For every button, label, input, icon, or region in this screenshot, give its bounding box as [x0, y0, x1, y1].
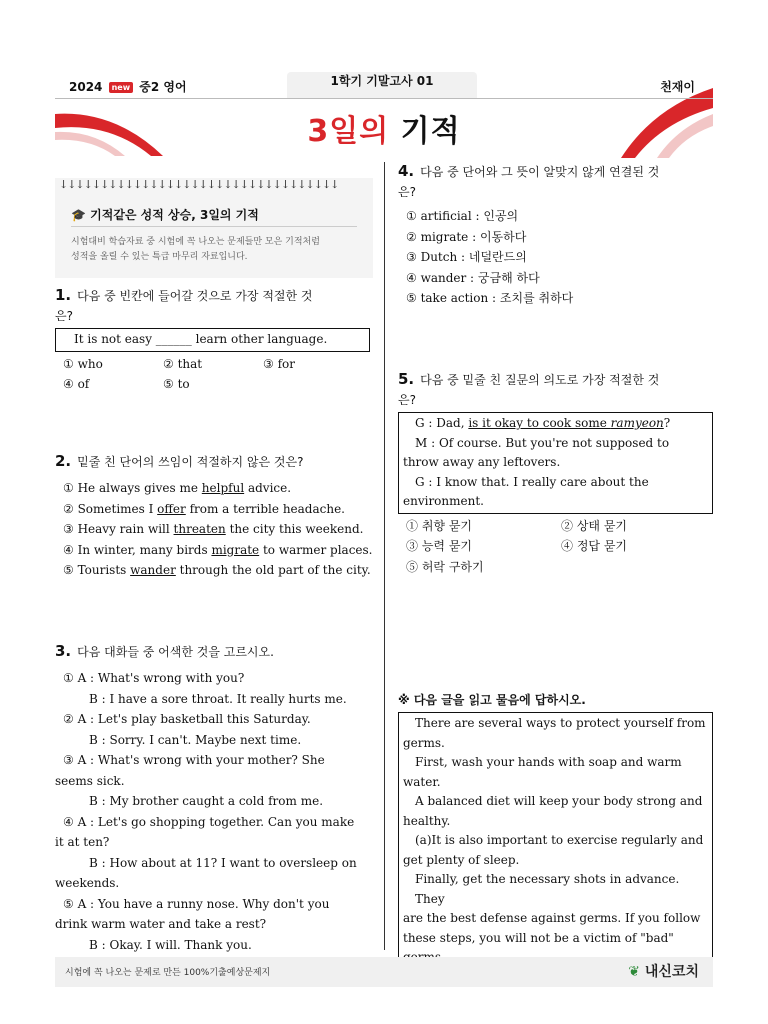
promo-desc-line: 성적을 올릴 수 있는 특급 마무리 자료입니다. — [71, 252, 248, 262]
page-header — [55, 68, 713, 158]
dialogue-line: B : Okay. I will. Thank you. — [89, 937, 252, 952]
passage-line: There are several ways to protect yourself from — [415, 716, 706, 730]
option[interactable]: ⑤ take action : 조치를 취하다 — [406, 291, 574, 305]
underlined-word: helpful — [201, 481, 245, 495]
option[interactable]: ④ 정답 묻기 — [561, 539, 627, 553]
brand-logo — [628, 961, 699, 981]
question-number: 1. — [55, 286, 72, 304]
option[interactable]: ① A : What's wrong with you? — [63, 671, 245, 685]
dialogue-line: G : I know that. I really care about the — [415, 474, 649, 489]
promo-title — [71, 206, 259, 223]
option[interactable]: ① artificial : 인공의 — [406, 209, 519, 223]
option[interactable]: ② migrate : 이동하다 — [406, 229, 527, 244]
dialogue-line: B : My brother caught a cold from me. — [89, 794, 324, 808]
reading-instruction: ※ 다음 글을 읽고 물음에 답하시오. — [398, 693, 586, 707]
option[interactable]: ② Sometimes I offer from a terrible headache. — [63, 501, 345, 516]
question-2 — [55, 452, 375, 581]
dialogue-line: weekends. — [55, 876, 120, 890]
dialogue-line: environment. — [403, 494, 484, 508]
underlined-word: offer — [157, 501, 186, 516]
option[interactable]: ③ Heavy rain will threaten the city this weekend. — [63, 522, 364, 536]
dialogue-line: seems sick. — [55, 773, 125, 788]
question-1 — [55, 286, 370, 395]
dialogue-line: B : How about at 11? I want to oversleep on — [89, 855, 357, 870]
option[interactable]: ④ of — [63, 377, 90, 391]
option[interactable]: ⑤ Tourists wander through the old part of the city. — [63, 563, 371, 577]
question-3-prompt — [55, 642, 373, 662]
option[interactable]: ③ 능력 묻기 — [406, 539, 472, 553]
prompt-line: 밑줄 친 단어의 쓰임이 적절하지 않은 것은? — [77, 455, 304, 469]
graduation-cap-icon: 🎓 — [71, 208, 86, 222]
promo-desc-line: 시험대비 학습자료 중 시험에 꼭 나오는 문제들만 모은 기적처럼 — [71, 237, 320, 247]
passage-line: germs. — [403, 735, 445, 750]
reading-passage-section — [398, 690, 713, 970]
option[interactable]: ④ wander : 궁금해 하다 — [406, 270, 540, 285]
reading-passage-box — [398, 712, 713, 970]
option[interactable]: ⑤ A : You have a runny nose. Why don't you — [63, 896, 330, 911]
question-2-options — [55, 478, 375, 581]
question-4-prompt — [398, 162, 713, 182]
passage-line: A balanced diet will keep your body strong and — [415, 794, 703, 808]
question-1-options — [55, 354, 370, 395]
option[interactable]: ① who — [63, 356, 103, 371]
exam-tab: 1학기 기말고사 01 — [287, 72, 477, 98]
option[interactable]: ② 상태 묻기 — [561, 518, 627, 533]
option[interactable]: ④ In winter, many birds migrate to warmer places. — [63, 542, 373, 557]
question-2-prompt — [55, 452, 375, 472]
option[interactable]: ② that — [163, 356, 203, 371]
dialogue-line: throw away any leftovers. — [403, 455, 561, 469]
new-badge: new — [109, 82, 134, 93]
underlined-word: threaten — [173, 522, 226, 536]
question-5-prompt — [398, 370, 713, 390]
option[interactable]: ② A : Let's play basketball this Saturday. — [63, 712, 311, 726]
option[interactable]: ① 취향 묻기 — [406, 518, 472, 533]
question-4 — [398, 162, 713, 309]
question-5-options — [398, 516, 713, 578]
option[interactable]: ① He always gives me helpful advice. — [63, 481, 292, 495]
question-number: 4. — [398, 162, 415, 180]
prompt-line: 다음 중 빈칸에 들어갈 것으로 가장 적절한 것 — [77, 289, 313, 303]
page-footer — [55, 957, 713, 987]
grade-subject-label — [69, 78, 187, 95]
question-number: 3. — [55, 642, 72, 660]
publisher-label: 천재이 — [660, 80, 695, 94]
option[interactable]: ⑤ to — [163, 377, 190, 391]
question-1-prompt — [55, 286, 370, 306]
passage-line-underlined-it: (a)It is also important to exercise regularly and — [415, 833, 704, 847]
question-3-options — [55, 668, 373, 955]
dialogue-line: B : I have a sore throat. It really hurts me. — [89, 691, 347, 706]
question-5-dialogue-box — [398, 412, 713, 514]
brand-logo-text: 내신코치 — [644, 964, 699, 980]
option[interactable]: ③ for — [263, 356, 295, 371]
spiral-rings-decoration: ↓↓↓↓↓↓↓↓↓↓↓↓↓↓↓↓↓↓↓↓↓↓↓↓↓↓↓↓↓↓↓↓↓↓ — [59, 178, 339, 191]
prompt-line: 다음 중 밑줄 친 질문의 의도로 가장 적절한 것 — [420, 373, 660, 387]
dialogue-line: M : Of course. But you're not supposed to — [415, 435, 670, 450]
passage-line: First, wash your hands with soap and warm — [415, 755, 682, 769]
page-title — [55, 106, 713, 150]
title-red-part: 3일의 — [307, 114, 390, 149]
title-black-part: 기적 — [389, 114, 461, 149]
option[interactable]: ③ Dutch : 네덜란드의 — [406, 250, 527, 264]
column-divider — [384, 162, 385, 950]
prompt-line: 은? — [55, 309, 73, 323]
passage-line: get plenty of sleep. — [403, 852, 520, 867]
question-number: 2. — [55, 452, 72, 470]
promo-rule — [71, 226, 357, 227]
passage-line: water. — [403, 774, 441, 789]
footer-text: 시험에 꼭 나오는 문제로 만든 100%기출예상문제지 — [65, 968, 271, 978]
question-3 — [55, 642, 373, 955]
passage-line: healthy. — [403, 813, 451, 828]
underlined-question: is it okay to cook some — [468, 416, 611, 430]
dialogue-line: G : Dad, is it okay to cook some ramyeon? — [415, 416, 671, 430]
header-rule — [55, 98, 713, 99]
year-text: 2024 — [69, 80, 103, 94]
underlined-word: migrate — [211, 542, 260, 557]
prompt-line: 다음 중 단어와 그 뜻이 알맞지 않게 연결된 것 — [420, 165, 660, 179]
prompt-line: 은? — [398, 393, 416, 407]
prompt-line: 은? — [398, 185, 416, 199]
promo-description — [71, 235, 363, 265]
promo-box — [55, 178, 373, 278]
passage-line: are the best defense against germs. If you follow — [403, 911, 701, 925]
option[interactable]: ③ A : What's wrong with your mother? She — [63, 753, 325, 767]
prompt-line: 다음 대화들 중 어색한 것을 고르시오. — [77, 645, 274, 659]
grade-subject-text: 중2 영어 — [139, 80, 187, 94]
dialogue-line: it at ten? — [55, 835, 110, 849]
promo-title-text: 기적같은 성적 상승, 3일의 기적 — [90, 208, 259, 222]
question-4-options — [398, 206, 713, 309]
passage-line: these steps, you will not be a victim of "bad" — [403, 930, 674, 945]
question-1-sentence-box: It is not easy ______ learn other language. — [55, 328, 370, 352]
dialogue-line: B : Sorry. I can't. Maybe next time. — [89, 732, 302, 747]
dialogue-line: drink warm water and take a rest? — [55, 917, 267, 931]
question-5 — [398, 370, 713, 577]
question-number: 5. — [398, 370, 415, 388]
option[interactable]: ⑤ 허락 구하기 — [406, 559, 484, 574]
option[interactable]: ④ A : Let's go shopping together. Can you make — [63, 814, 355, 829]
underlined-word: wander — [130, 563, 176, 577]
passage-line: Finally, get the necessary shots in advance. They — [415, 872, 680, 906]
leaf-icon: ❦ — [628, 964, 641, 980]
